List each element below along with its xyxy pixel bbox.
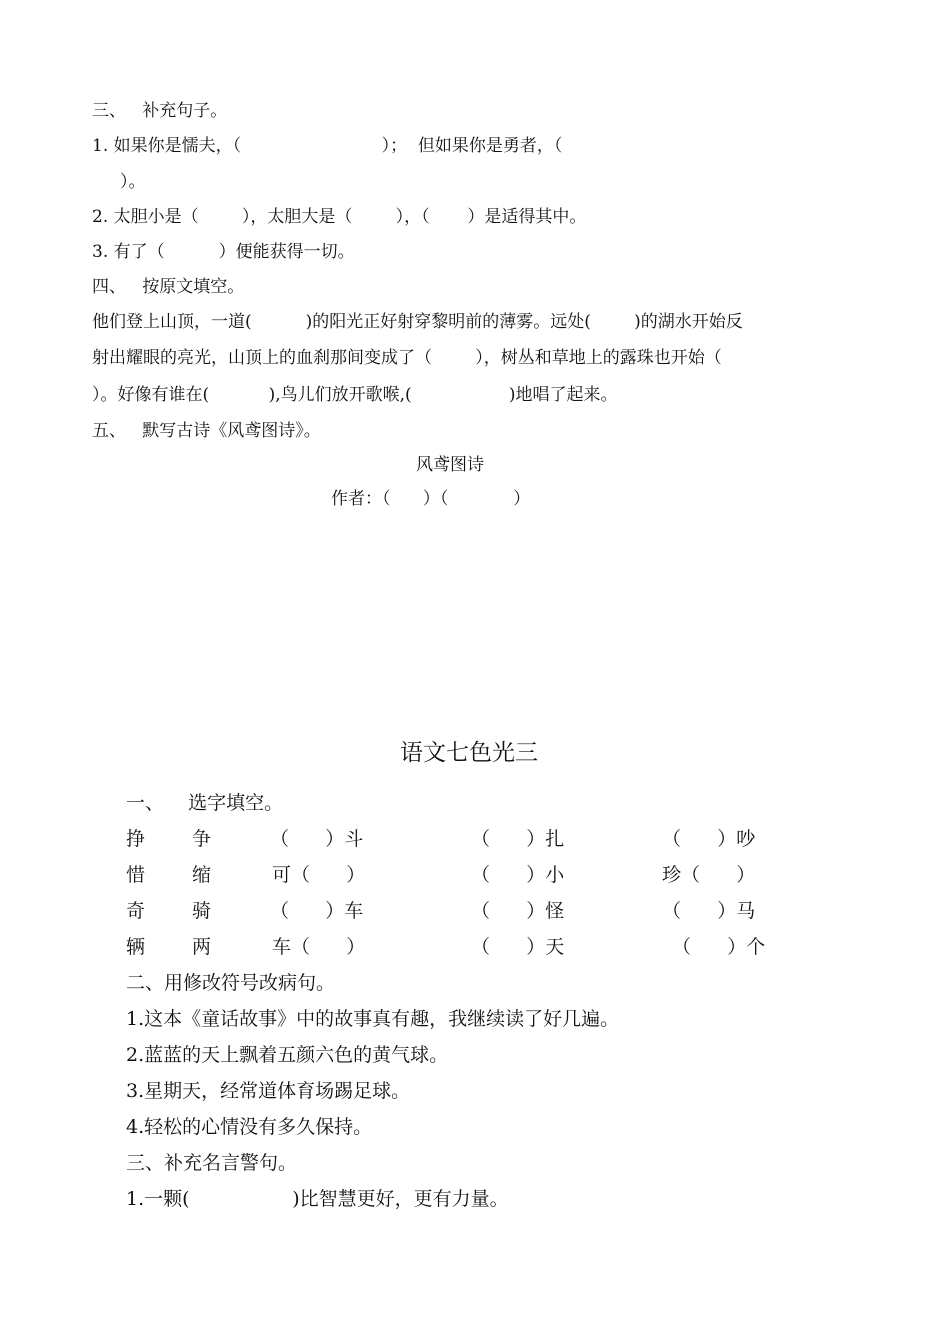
grid-blank: （ ）车: [270, 900, 364, 922]
passage-line-1: 他们登上山顶，一道( )的阳光正好射穿黎明前的薄雾。远处( )的湖水开始反: [92, 312, 743, 332]
list-item: 3.星期天，经常道体育场踢足球。: [126, 1080, 411, 1102]
grid-blank: （ ）吵: [662, 828, 756, 850]
passage-line-3: ）。好像有谁在( ),鸟儿们放开歌喉,( )地唱了起来。: [92, 385, 618, 405]
grid-char-a: 惜: [126, 864, 146, 886]
grid-char-a: 奇: [126, 900, 146, 922]
poem-author: 作者：（ ）（ ）: [331, 489, 531, 509]
grid-blank: （ ）怪: [471, 900, 565, 922]
question-1-line-1: 1. 如果你是懦夫，（ ）； 但如果你是勇者，（: [92, 136, 563, 156]
grid-blank: （ ）扎: [471, 828, 565, 850]
grid-char-a: 辆: [126, 936, 146, 958]
question-2: 2. 太胆小是（ ），太胆大是（ ），（ ）是适得其中。: [92, 207, 587, 227]
grid-char-b: 缩: [192, 864, 212, 886]
grid-blank: （ ）天: [471, 936, 565, 958]
section-5-heading: 五、 默写古诗《风鸢图诗》。: [92, 421, 321, 441]
grid-blank: （ ）斗: [270, 828, 364, 850]
grid-char-b: 两: [192, 936, 212, 958]
grid-blank: 可（ ）: [272, 864, 366, 886]
grid-blank: 珍（ ）: [662, 864, 756, 886]
question-1-line-2: ）。: [120, 172, 146, 192]
grid-blank: （ ）个: [672, 936, 766, 958]
passage-line-2: 射出耀眼的亮光，山顶上的血刹那间变成了（ ），树丛和草地上的露珠也开始（: [92, 348, 722, 368]
section-3b-heading: 三、补充名言警句。: [126, 1152, 298, 1174]
section-4-heading: 四、 按原文填空。: [92, 277, 245, 297]
poem-title: 风鸢图诗: [416, 455, 484, 475]
section-1-heading: 一、 选字填空。: [126, 792, 284, 814]
list-item: 1.这本《童话故事》中的故事真有趣，我继续读了好几遍。: [126, 1008, 620, 1030]
grid-char-a: 挣: [126, 828, 146, 850]
grid-blank: 车（ ）: [272, 936, 366, 958]
page-title: 语文七色光三: [400, 740, 538, 766]
grid-blank: （ ）马: [662, 900, 756, 922]
quote-question-1: 1.一颗( )比智慧更好，更有力量。: [126, 1188, 509, 1210]
question-3: 3. 有了（ ）便能获得一切。: [92, 242, 355, 262]
grid-blank: （ ）小: [471, 864, 565, 886]
section-3-heading: 三、 补充句子。: [92, 101, 228, 121]
list-item: 2.蓝蓝的天上飘着五颜六色的黄气球。: [126, 1044, 449, 1066]
list-item: 4.轻松的心情没有多久保持。: [126, 1116, 373, 1138]
grid-char-b: 争: [192, 828, 212, 850]
section-2-heading: 二、用修改符号改病句。: [126, 972, 336, 994]
grid-char-b: 骑: [192, 900, 212, 922]
